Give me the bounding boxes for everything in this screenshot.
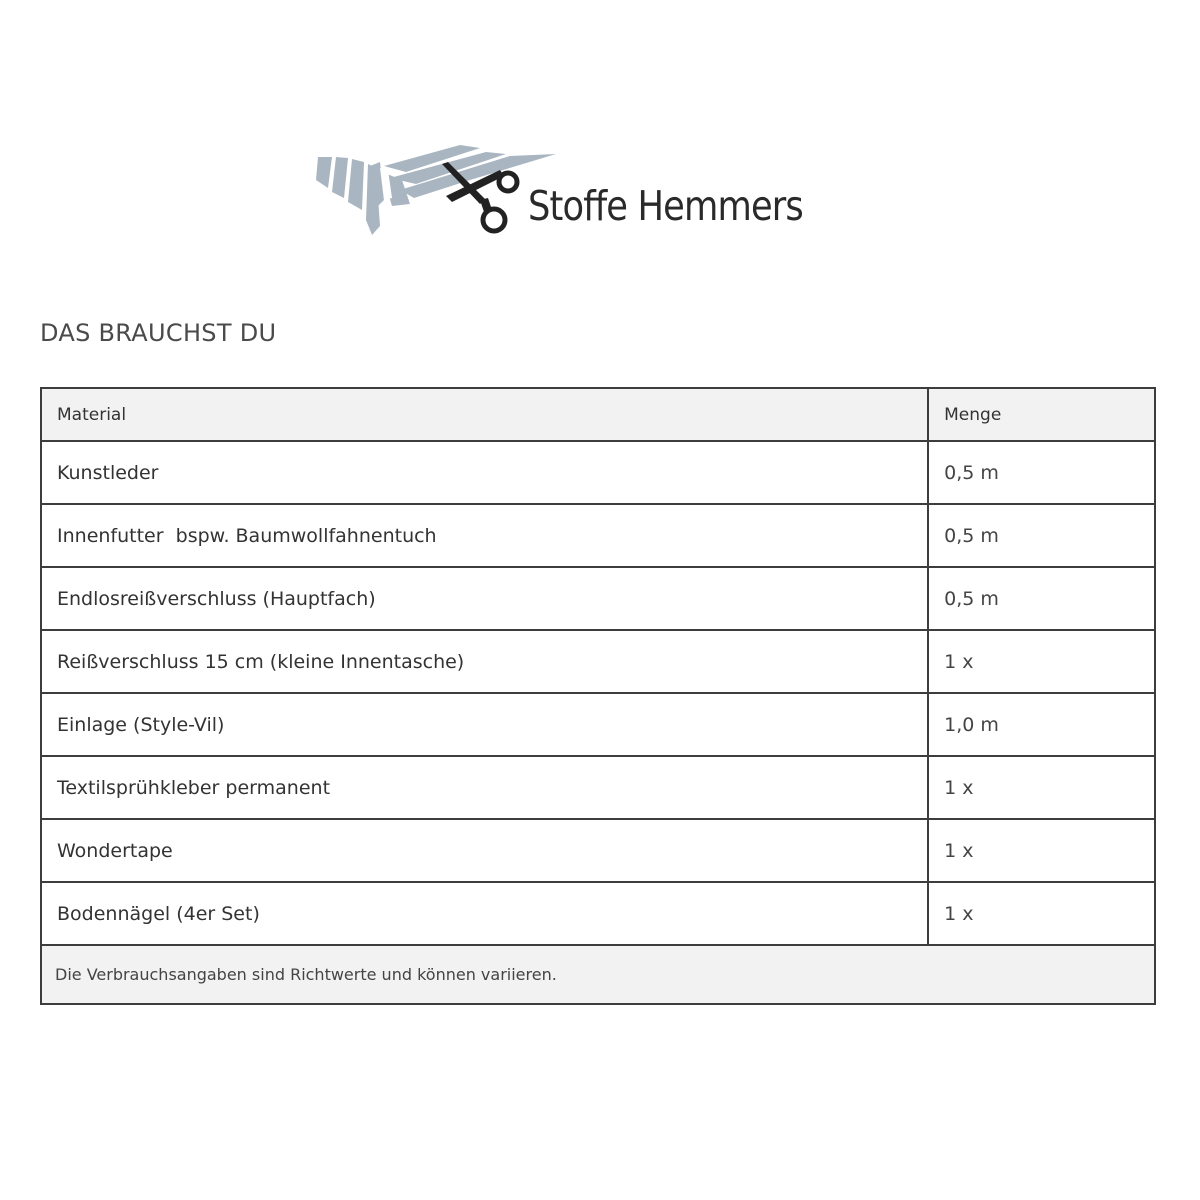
section-title: DAS BRAUCHST DU <box>40 319 277 347</box>
table-row <box>41 693 1155 756</box>
table-row <box>41 756 1155 819</box>
material-cell: Wondertape <box>41 819 928 882</box>
menge-cell: 1 x <box>928 756 1155 819</box>
table-row <box>41 882 1155 945</box>
material-cell: Textilsprühkleber permanent <box>41 756 928 819</box>
material-cell: Kunstleder <box>41 441 928 504</box>
table-row <box>41 819 1155 882</box>
menge-cell: 0,5 m <box>928 504 1155 567</box>
material-cell: Innenfutter bspw. Baumwollfahnentuch <box>41 504 928 567</box>
menge-cell: 1 x <box>928 819 1155 882</box>
table-row <box>41 630 1155 693</box>
material-cell: Einlage (Style-Vil) <box>41 693 928 756</box>
materials-table <box>40 387 1156 1005</box>
menge-cell: 1 x <box>928 882 1155 945</box>
material-cell: Reißverschluss 15 cm (kleine Innentasche) <box>41 630 928 693</box>
column-header-menge: Menge <box>928 388 1155 441</box>
menge-cell: 1,0 m <box>928 693 1155 756</box>
column-header-material: Material <box>41 388 928 441</box>
material-cell: Bodennägel (4er Set) <box>41 882 928 945</box>
table-row <box>41 567 1155 630</box>
menge-cell: 0,5 m <box>928 441 1155 504</box>
material-cell: Endlosreißverschluss (Hauptfach) <box>41 567 928 630</box>
brand-name: Stoffe Hemmers <box>528 182 803 230</box>
menge-cell: 1 x <box>928 630 1155 693</box>
table-row <box>41 441 1155 504</box>
menge-cell: 0,5 m <box>928 567 1155 630</box>
table-row <box>41 504 1155 567</box>
footer-note: Die Verbrauchsangaben sind Richtwerte und können variieren. <box>41 945 1155 1004</box>
table-header-row <box>41 388 1155 441</box>
brand-logo <box>310 140 830 250</box>
table-footer-row <box>41 945 1155 1004</box>
